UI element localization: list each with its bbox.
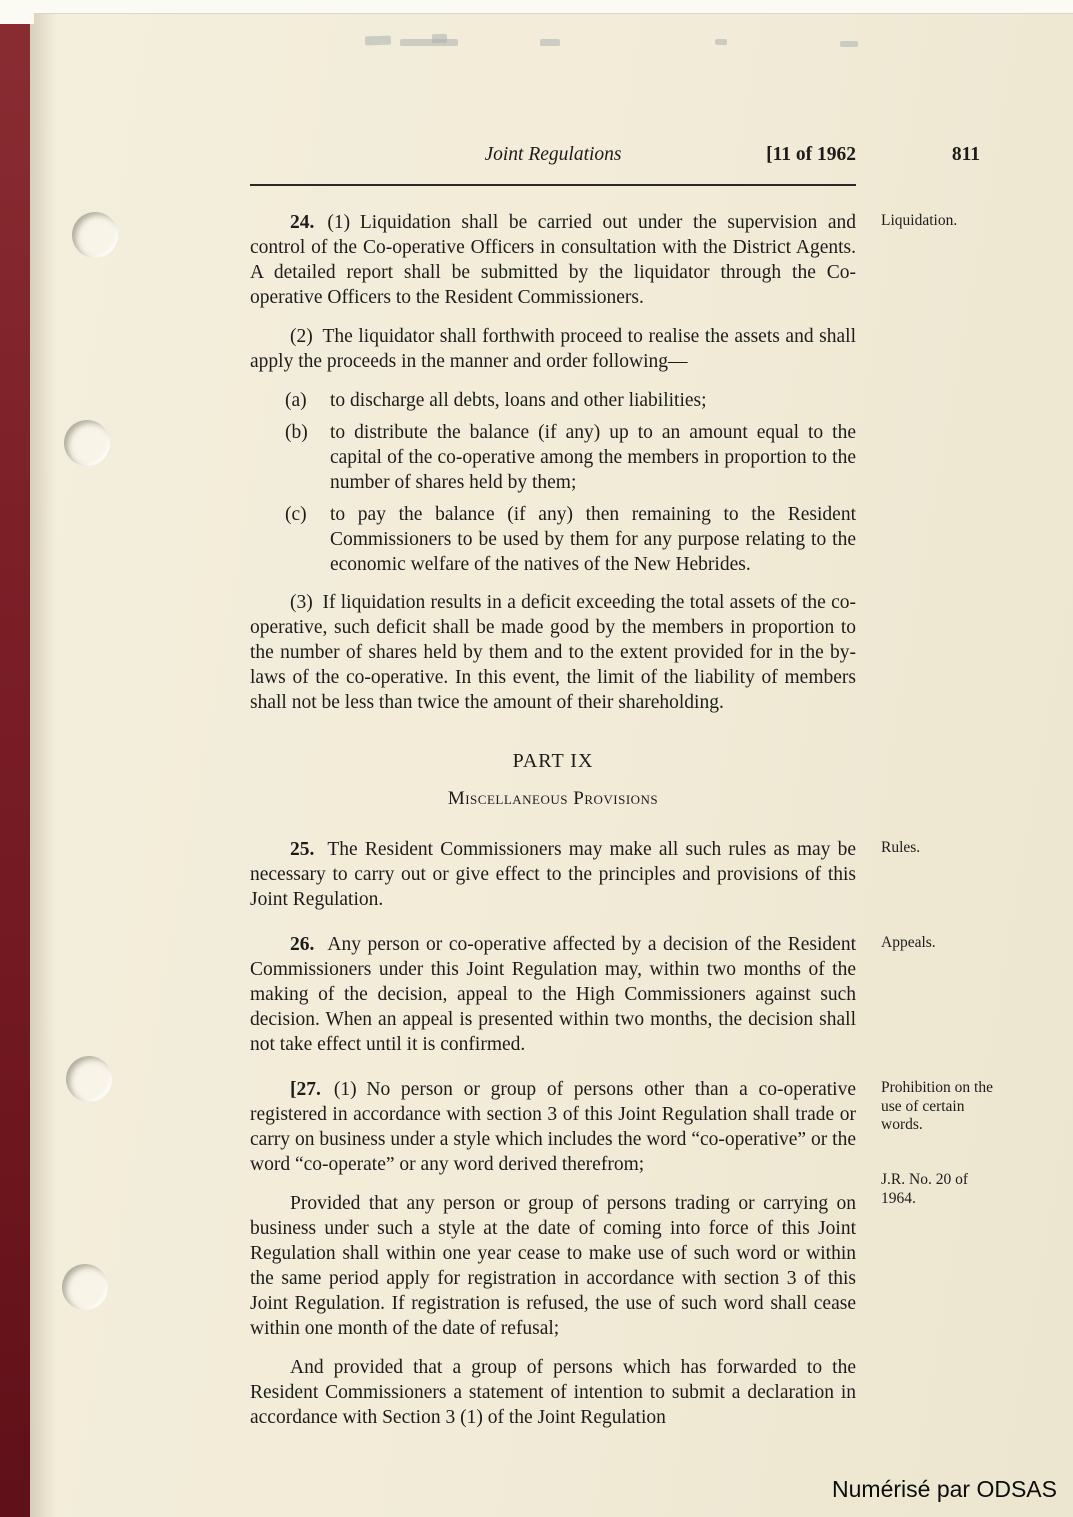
paragraph-24-2 — [250, 324, 856, 374]
scan-watermark: Numérisé par ODSAS — [832, 1476, 1057, 1502]
page-corner — [0, 0, 34, 24]
paragraph-text: Any person or co-operative affected by a decision of the Resident Commissioners under this Joint Regulation may, within two months of the making of the decision, appeal to the High Commissioners against such decision. When an appeal is presented within two months, the decision shall not take effect until it is confirmed. — [250, 934, 856, 1055]
punch-hole — [72, 212, 118, 258]
section-number: [27. — [290, 1079, 321, 1100]
paragraph-24-1 — [250, 210, 958, 310]
punch-hole — [66, 1056, 112, 1102]
margin-note-appeals: Appeals. — [881, 934, 936, 951]
item-text: to pay the balance (if any) then remaining to the Resident Commissioners to be used by them for any purpose relating to the economic welfare of the natives of the New Hebrides. — [330, 504, 856, 575]
item-text: to distribute the balance (if any) up to an amount equal to the capital of the co-operative among the members in proportion to the number of shares held by them; — [330, 422, 856, 493]
paragraph-text: (2) The liquidator shall forthwith proceed to realise the assets and shall apply the proceeds in the manner and order following— — [250, 326, 856, 372]
paragraph-24-3 — [250, 590, 856, 715]
binding-edge-shadow — [30, 0, 56, 1517]
paragraph-text: (1) Liquidation shall be carried out under the supervision and control of the Co-operative Officers in consultation with the District Agents. A detailed report shall be submitted by the liquidator through the Co-operative Officers to the Resident Commissioners. — [250, 212, 856, 308]
paragraph-text: (1) No person or group of persons other than a co-operative registered in accordance with section 3 of this Joint Regulation shall trade or carry on business under a style which includes the word “co-operative” or the word “co-operate” or any word derived therefrom; — [250, 1079, 856, 1175]
scan-artifact — [540, 39, 560, 46]
paragraph-25 — [250, 837, 921, 912]
paragraph-27-proviso-2 — [250, 1355, 856, 1430]
page-number: 811 — [951, 144, 980, 165]
margin-note-rules: Rules. — [881, 839, 921, 856]
header-rule — [250, 184, 856, 186]
scan-artifact — [365, 36, 391, 46]
item-text: to discharge all debts, loans and other liabilities; — [330, 390, 707, 411]
list-item-a — [250, 388, 856, 413]
paragraph-26 — [250, 932, 936, 1057]
page-header — [250, 142, 980, 172]
part-subheading: Miscellaneous Provisions — [447, 788, 659, 809]
binding-edge — [0, 0, 30, 1517]
margin-note-jr-reference: J.R. No. 20 of 1964. — [881, 1171, 968, 1207]
scan-artifact — [715, 39, 727, 45]
list-item-c — [250, 502, 856, 577]
paragraph-27-proviso-1 — [250, 1191, 856, 1341]
page-top-edge — [30, 0, 1073, 14]
section-number: 25. — [290, 839, 315, 860]
item-label: (a) — [285, 390, 307, 411]
paragraph-text: (3) If liquidation results in a deficit exceeding the total assets of the co-operative, such deficit shall be made good by the members in proportion to the number of shares held by them and to the extent provided for in the by-laws of the co-operative. In this event, the limit of the liability of members shall not be less than twice the amount of their shareholding. — [250, 592, 856, 713]
scan-artifact — [840, 41, 858, 47]
item-label: (b) — [285, 422, 308, 443]
scan-artifact — [400, 39, 458, 46]
paragraph-text: Provided that any person or group of persons trading or carrying on business under such a style at the date of coming into force of this Joint Regulation shall within one year cease to make use of such word or within the same period apply for registration in accordance with section 3 of this Joint Regulation. If registration is refused, the use of such word shall cease within one month of the date of refusal; — [250, 1193, 856, 1339]
list-item-b — [250, 420, 856, 495]
paragraph-27-1 — [250, 1077, 993, 1207]
paragraph-text: And provided that a group of persons which has forwarded to the Resident Commissioners a statement of intention to submit a declaration in accordance with Section 3 (1) of the Joint Regulation — [250, 1357, 856, 1428]
document-body — [250, 142, 993, 1444]
citation: [11 of 1962 — [766, 144, 856, 165]
section-number: 26. — [290, 934, 315, 955]
punch-hole — [64, 420, 110, 466]
scan-artifact — [432, 34, 447, 43]
part-heading: PART IX — [512, 750, 594, 772]
punch-hole — [62, 1264, 108, 1310]
paragraph-text: The Resident Commissioners may make all such rules as may be necessary to carry out or give effect to the principles and provisions of this Joint Regulation. — [250, 839, 856, 910]
section-number: 24. — [290, 212, 315, 233]
margin-note-prohibition: Prohibition on the use of certain words. — [881, 1079, 993, 1133]
document-title: Joint Regulations — [484, 144, 622, 165]
margin-note-liquidation: Liquidation. — [881, 212, 958, 229]
item-label: (c) — [285, 504, 307, 525]
